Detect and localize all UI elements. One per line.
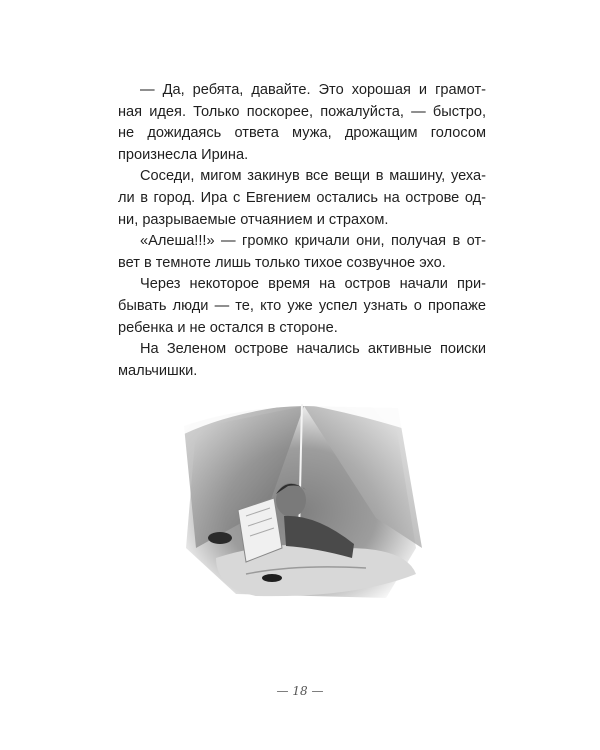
text-line: Через некоторое время на остров начали при-	[140, 276, 486, 293]
text-line: вет в темноте лишь только тихое созвучное эхо.	[118, 254, 446, 271]
text-line: «Алеша!!!» — громко кричали они, получая в от-	[140, 233, 486, 250]
text-line: ли в город. Ира с Евгением остались на острове од-	[118, 189, 486, 206]
illustration-graphic	[176, 398, 432, 610]
text-line: На Зеленом острове начались активные поиски	[140, 341, 486, 358]
text-line: не дожидаясь ответа мужа, дрожащим голосом	[118, 125, 486, 142]
boy-reading-in-tent-illustration	[176, 398, 432, 610]
text-line: ребенка и не остался в стороне.	[118, 319, 338, 336]
paragraph-5	[118, 339, 486, 382]
page-number: — 18 —	[276, 684, 324, 698]
text-line: бывать люди — те, кто уже успел узнать о пропаже	[118, 297, 486, 314]
text-line: Соседи, мигом закинув все вещи в машину, уеха-	[140, 168, 486, 185]
paragraph-4	[118, 274, 486, 339]
body-text	[118, 80, 486, 382]
text-line: произнесла Ирина.	[118, 146, 249, 163]
text-line: мальчишки.	[118, 362, 198, 379]
paragraph-3	[118, 231, 486, 274]
text-line: ни, разрываемые отчаянием и страхом.	[118, 211, 389, 228]
text-line: — Да, ребята, давайте. Это хорошая и грамот-	[140, 82, 486, 98]
text-line: ная идея. Только поскорее, пожалуйста, — быстро,	[118, 103, 486, 120]
paragraph-2	[118, 166, 486, 231]
paragraph-1	[118, 80, 486, 166]
